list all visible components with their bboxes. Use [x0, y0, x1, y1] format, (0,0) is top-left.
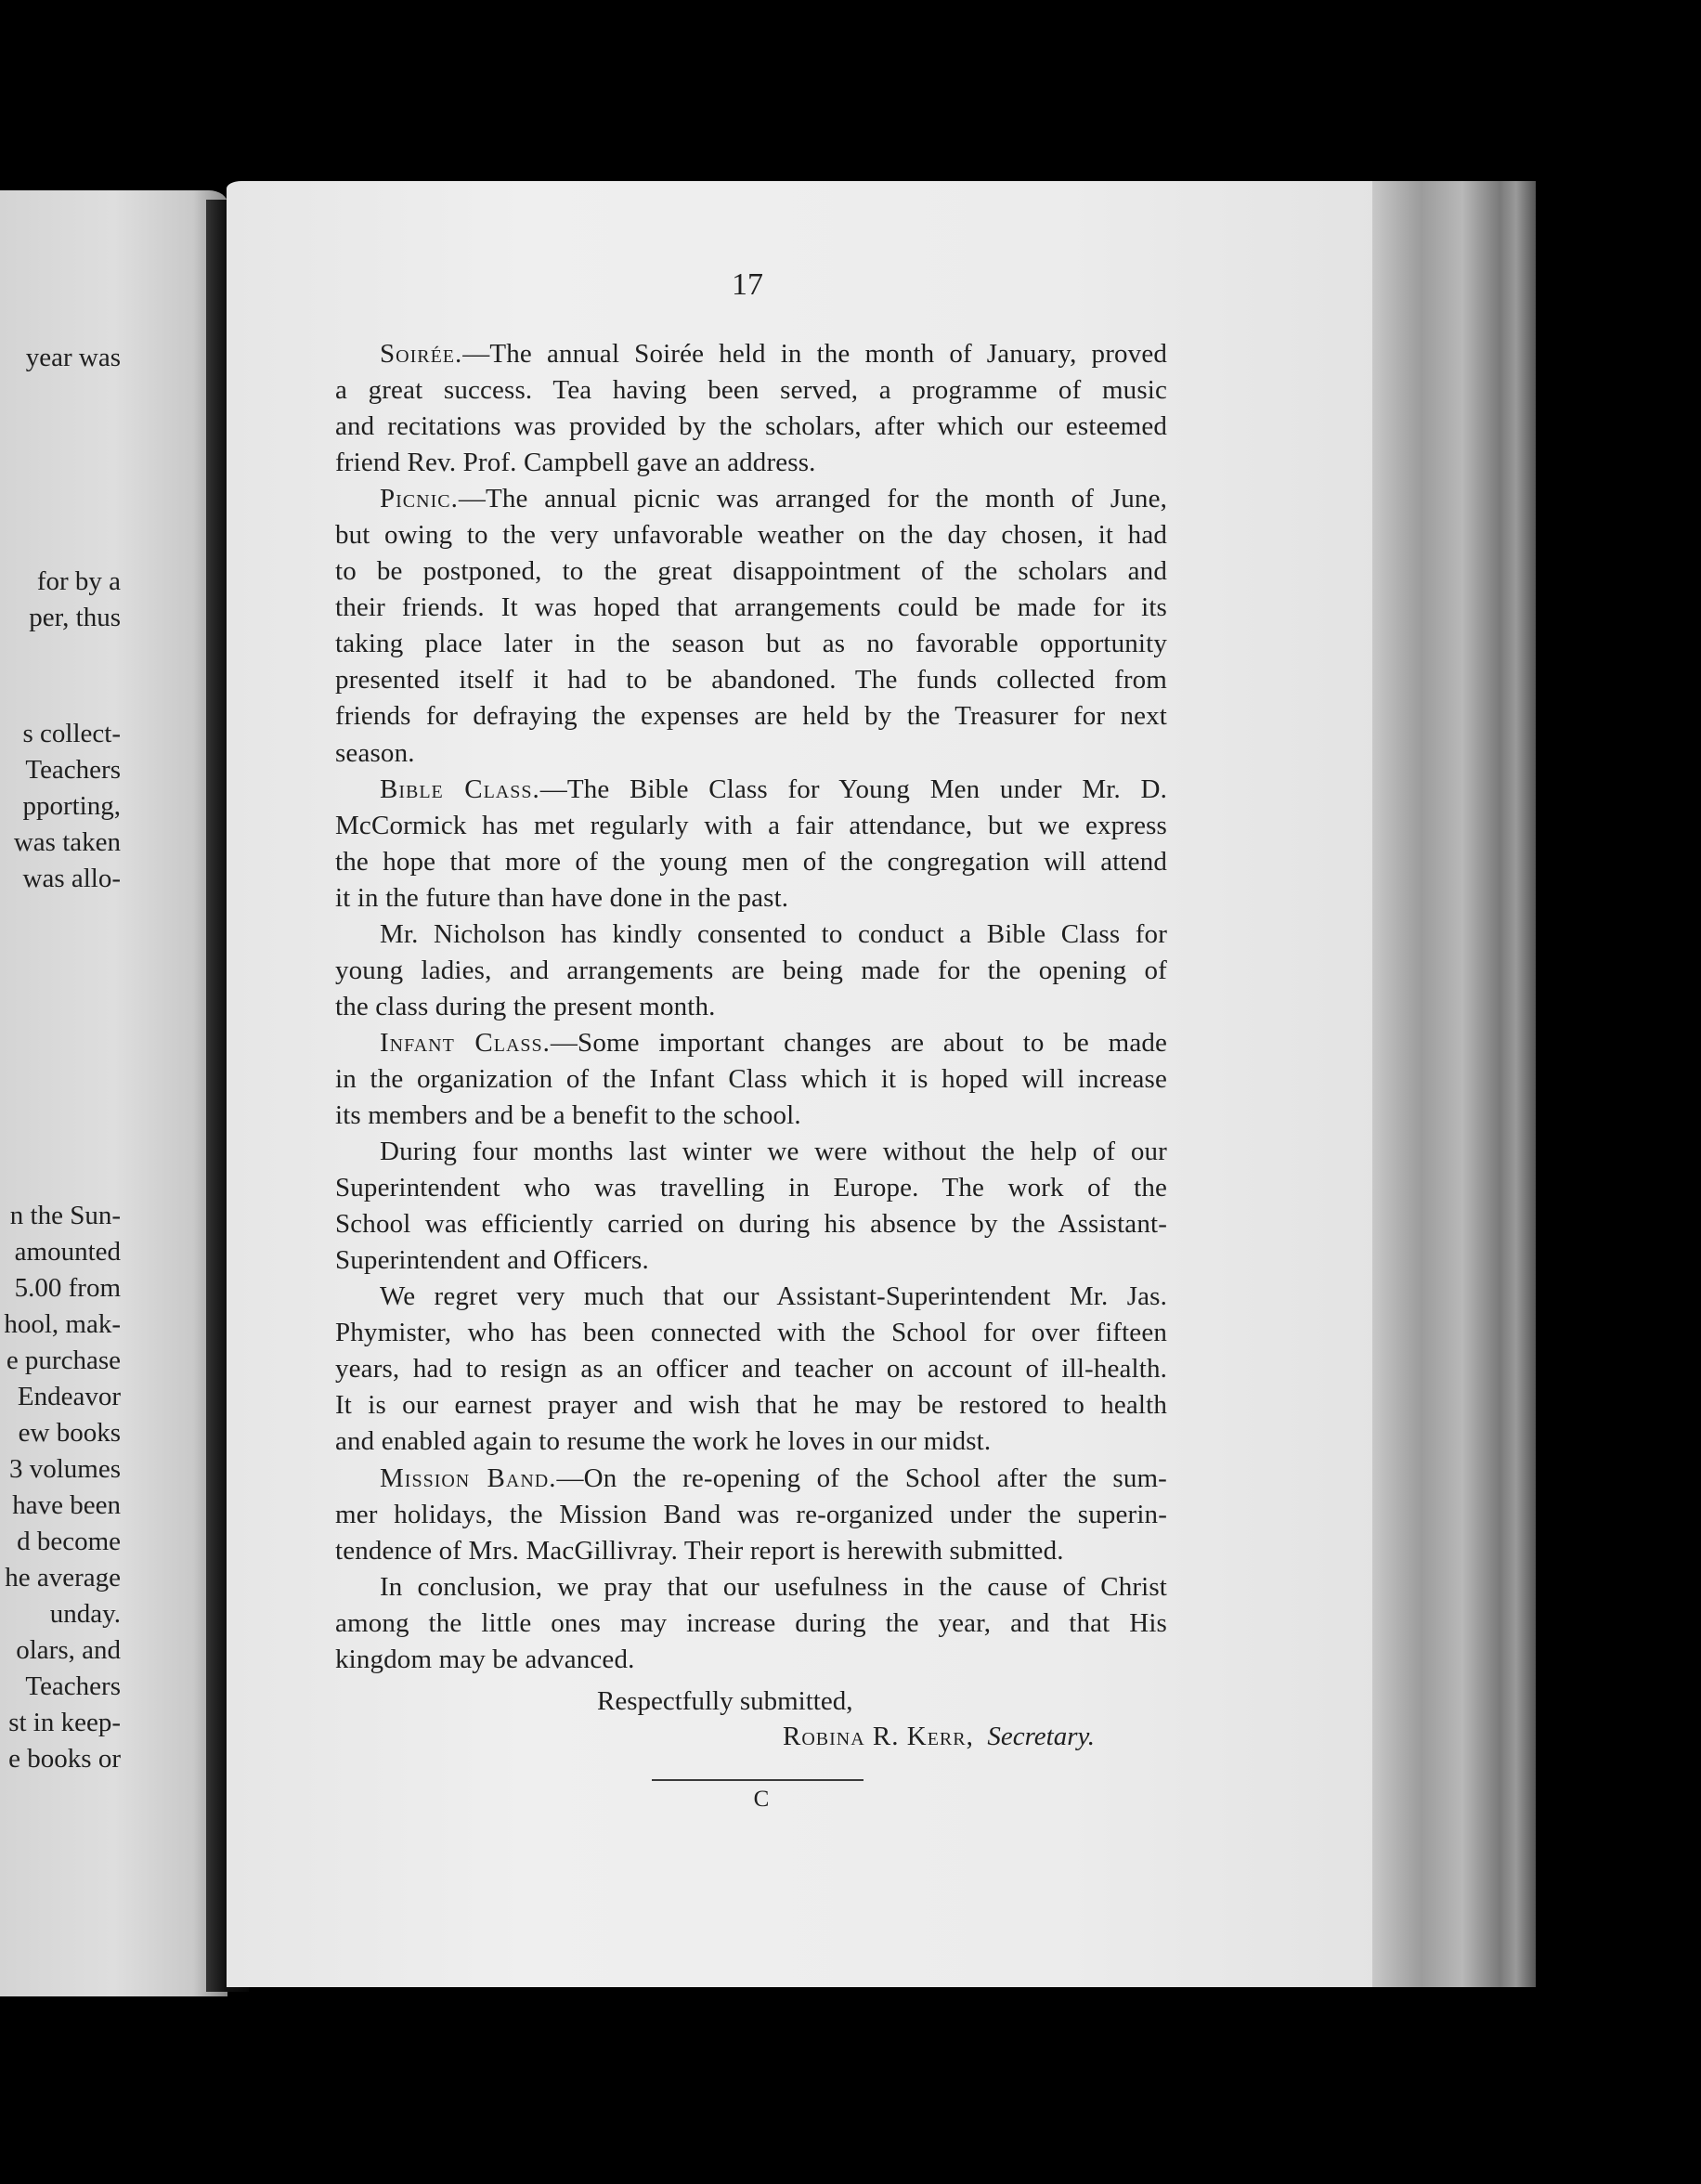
body-line: [335, 844, 1167, 880]
body-line: [335, 808, 1167, 844]
line-text: It is our earnest prayer and wish that he may be restored to health: [335, 1390, 1167, 1420]
line-text: and recitations was provided by the scholars, after which our esteemed: [335, 411, 1167, 441]
body-line: [335, 1387, 1167, 1424]
line-text: —The Bible Class for Young Men under Mr. D.: [539, 774, 1167, 804]
line-text: —Some important changes are about to be made: [550, 1028, 1168, 1058]
line-text: —The annual Soirée held in the month of January, proved: [462, 339, 1167, 369]
line-text: —On the re-opening of the School after the sum-: [556, 1463, 1167, 1493]
page-edges: [1372, 181, 1536, 1987]
body-line: [335, 1569, 1167, 1606]
left-page-line: pporting,: [22, 791, 121, 821]
line-text: Superintendent and Officers.: [335, 1245, 649, 1275]
body-line: [335, 517, 1167, 553]
body-line: [335, 1315, 1167, 1351]
body-line: [335, 1025, 1167, 1061]
body-line: [335, 626, 1167, 662]
line-text: School was efficiently carried on during his absence by the Assistant-: [335, 1209, 1167, 1239]
body-line: [335, 989, 1167, 1025]
body-line: [335, 662, 1167, 698]
body-line: [335, 1351, 1167, 1387]
body-line: [335, 772, 1167, 808]
line-text: the class during the present month.: [335, 992, 716, 1021]
line-text: young ladies, and arrangements are being made for the opening of: [335, 956, 1167, 985]
line-text: it in the future than have done in the past.: [335, 883, 789, 913]
body-line: [335, 553, 1167, 590]
line-text: mer holidays, the Mission Band was re-organized under the superin-: [335, 1500, 1167, 1529]
line-text: In conclusion, we pray that our usefulness in the cause of Christ: [380, 1572, 1167, 1602]
line-text: its members and be a benefit to the school.: [335, 1100, 801, 1130]
line-text: —The annual picnic was arranged for the month of June,: [458, 484, 1167, 514]
body-line: [335, 916, 1167, 953]
line-text: and enabled again to resume the work he loves in our midst.: [335, 1426, 992, 1456]
body-line: [335, 590, 1167, 626]
body-line: [335, 1424, 1167, 1460]
line-text: season.: [335, 738, 415, 768]
left-page-line: for by a: [36, 566, 121, 596]
body-line: [335, 409, 1167, 445]
line-text: to be postponed, to the great disappointment of the scholars and: [335, 556, 1167, 586]
body-line: [335, 445, 1167, 481]
section-heading: Bible Class.: [380, 774, 540, 804]
line-text: their friends. It was hoped that arrangements could be made for its: [335, 592, 1167, 622]
line-text: a great success. Tea having been served, a programme of music: [335, 375, 1167, 405]
line-text: among the little ones may increase during the year, and that His: [335, 1608, 1167, 1638]
line-text: in the organization of the Infant Class which it is hoped will increase: [335, 1064, 1167, 1094]
line-text: friend Rev. Prof. Campbell gave an address.: [335, 448, 816, 477]
footer-rule: [652, 1779, 863, 1781]
left-page-line: e purchase: [6, 1346, 121, 1375]
body-line: [335, 1279, 1167, 1315]
left-page-line: Teachers: [25, 755, 121, 785]
line-text: During four months last winter we were without the help of our: [380, 1137, 1167, 1166]
line-text: friends for defraying the expenses are held by the Treasurer for next: [335, 701, 1167, 731]
closing-salutation: Respectfully submitted,: [597, 1686, 853, 1716]
left-page-line: s collect-: [22, 719, 121, 748]
body-line: [335, 880, 1167, 916]
body-line: [335, 1242, 1167, 1279]
left-page-line: was allo-: [22, 864, 121, 893]
body-line: [335, 1206, 1167, 1242]
left-page-line: n the Sun-: [9, 1201, 121, 1230]
section-heading: Picnic.: [380, 484, 459, 514]
left-page-line: Endeavor: [17, 1382, 121, 1411]
line-text: but owing to the very unfavorable weather on the day chosen, it had: [335, 520, 1167, 550]
body-line: [335, 1497, 1167, 1533]
line-text: tendence of Mrs. MacGillivray. Their report is herewith submitted.: [335, 1536, 1064, 1566]
body-line: [335, 1461, 1167, 1497]
signature-name: Robina R. Kerr,: [783, 1722, 974, 1751]
left-page-line: e books or: [8, 1744, 121, 1774]
left-page-line: st in keep-: [8, 1708, 121, 1737]
left-page-line: year was: [25, 343, 121, 372]
signature: [783, 1719, 1095, 1755]
section-heading: Soirée.: [380, 339, 463, 369]
line-text: taking place later in the season but as no favorable opportunity: [335, 629, 1167, 658]
left-page-line: hool, mak-: [4, 1309, 121, 1339]
section-heading: Mission Band.: [380, 1463, 557, 1493]
signature-mark: C: [753, 1787, 770, 1812]
body-line: [335, 1533, 1167, 1569]
left-page-line: d become: [17, 1527, 121, 1556]
body-line: [335, 372, 1167, 409]
body-line: [335, 336, 1167, 372]
body-line: [335, 698, 1167, 734]
body-line: [335, 1134, 1167, 1170]
body-line: [335, 1170, 1167, 1206]
left-page-line: he average: [5, 1563, 121, 1592]
left-page: [0, 190, 227, 1996]
line-text: We regret very much that our Assistant-Superintendent Mr. Jas.: [380, 1281, 1167, 1311]
left-page-line: per, thus: [29, 603, 121, 632]
body-line: [335, 1642, 1167, 1678]
line-text: Superintendent who was travelling in Europe. The work of the: [335, 1173, 1167, 1202]
line-text: kingdom may be advanced.: [335, 1644, 635, 1674]
left-page-line: 3 volumes: [8, 1454, 121, 1484]
line-text: Mr. Nicholson has kindly consented to conduct a Bible Class for: [380, 919, 1167, 949]
body-line: [335, 953, 1167, 989]
body-line: [335, 1606, 1167, 1642]
line-text: the hope that more of the young men of the congregation will attend: [335, 847, 1167, 877]
left-page-line: amounted: [14, 1237, 121, 1267]
left-page-line: unday.: [49, 1599, 121, 1629]
body-line: [335, 481, 1167, 517]
left-page-line: ew books: [18, 1418, 121, 1448]
line-text: McCormick has met regularly with a fair attendance, but we express: [335, 811, 1167, 840]
left-page-line: was taken: [13, 827, 121, 857]
section-heading: Infant Class.: [380, 1028, 551, 1058]
body-line: [335, 735, 1167, 772]
left-page-line: have been: [12, 1490, 121, 1520]
left-page-line: Teachers: [25, 1671, 121, 1701]
body-line: [335, 1098, 1167, 1134]
left-page-line: 5.00 from: [14, 1273, 121, 1303]
line-text: years, had to resign as an officer and teacher on account of ill-health.: [335, 1354, 1167, 1384]
line-text: presented itself it had to be abandoned. The funds collected from: [335, 665, 1167, 695]
page-number: 17: [732, 267, 763, 302]
signature-title: Secretary.: [987, 1722, 1096, 1751]
body-line: [335, 1061, 1167, 1098]
line-text: Phymister, who has been connected with the School for over fifteen: [335, 1318, 1167, 1347]
left-page-line: olars, and: [16, 1635, 121, 1665]
